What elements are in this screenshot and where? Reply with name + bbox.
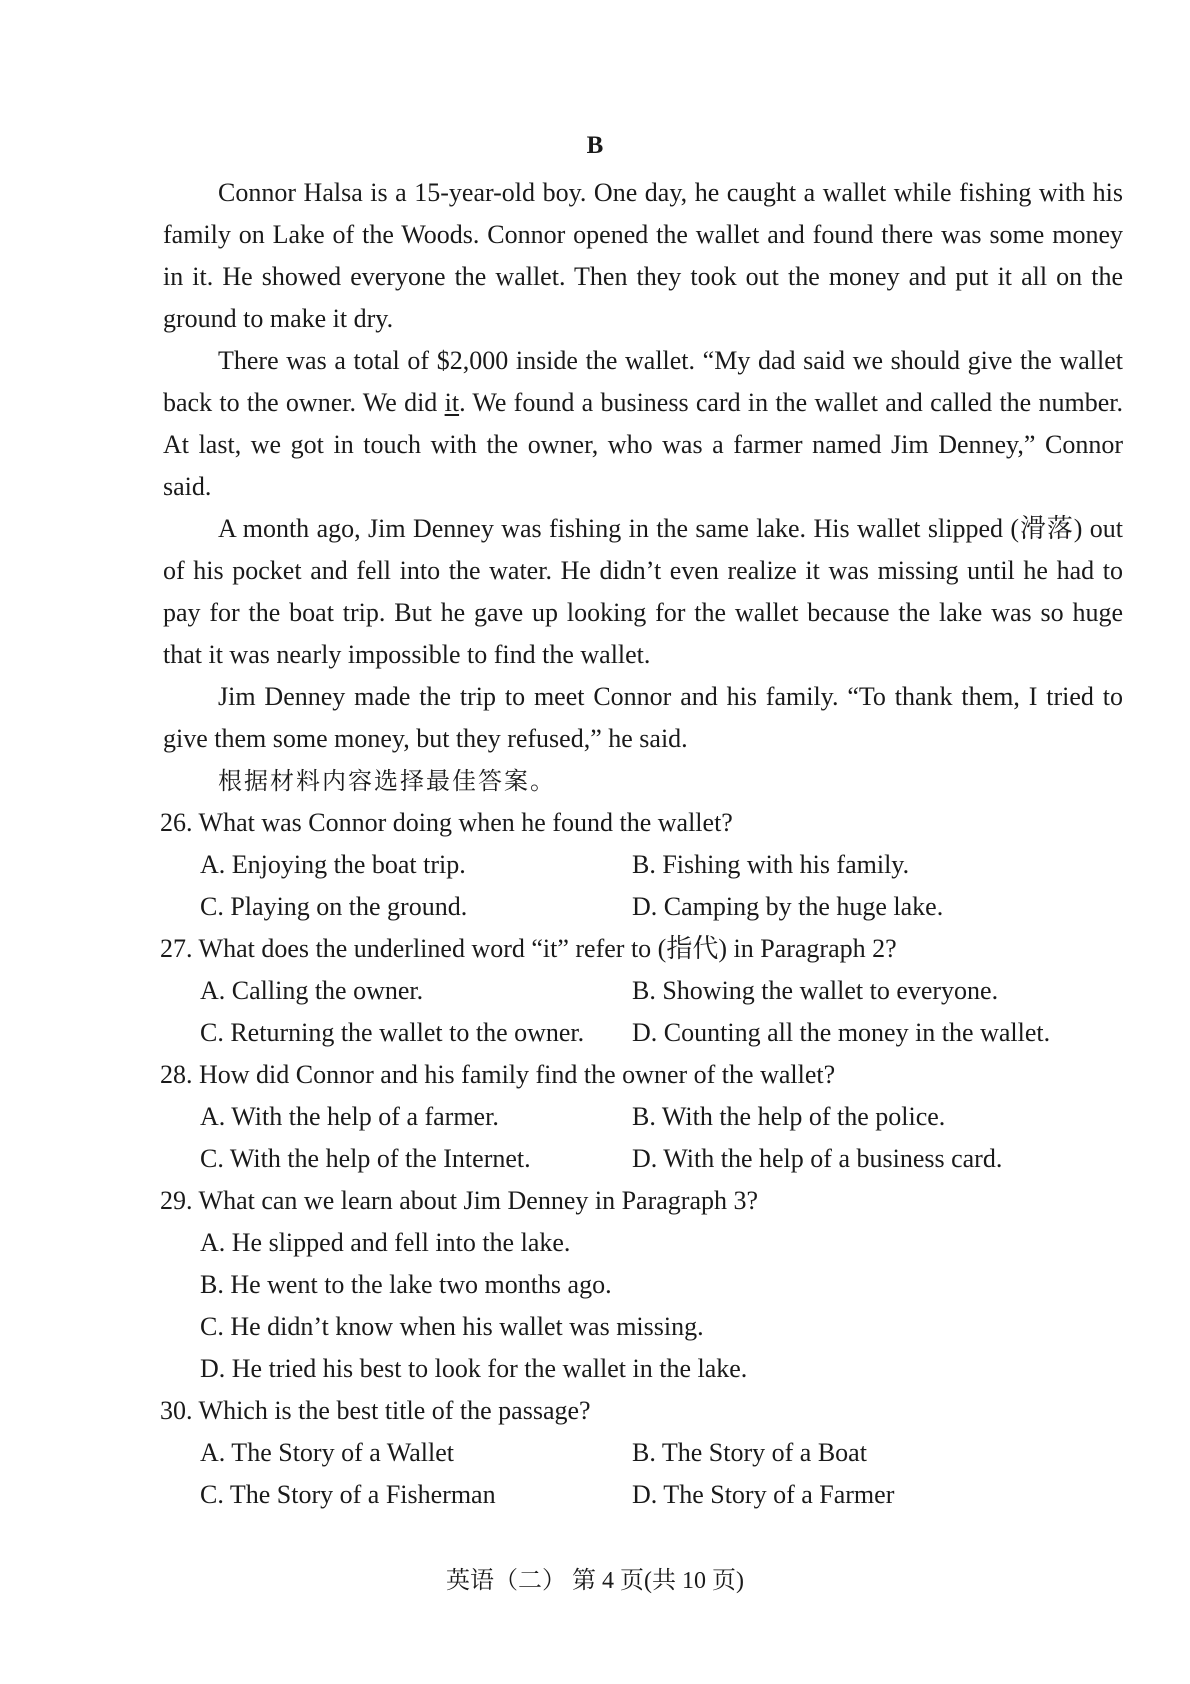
option-c: C. Playing on the ground. [200, 892, 468, 921]
passage-paragraph-1: Connor Halsa is a 15-year-old boy. One day, he caught a wallet while fishing with his family on Lake of the Woods. Connor opened the wallet and found there was some money in it. He showed everyone the wallet. Then they took out the money and put it all on the ground to make it dry. [163, 178, 1123, 333]
option-row [160, 1306, 1120, 1348]
option-row [160, 1222, 1120, 1264]
option-d: D. He tried his best to look for the wallet in the lake. [200, 1354, 748, 1383]
option-row [160, 1348, 1120, 1390]
question-27 [160, 928, 1120, 1054]
question-30 [160, 1390, 1120, 1516]
option-b: B. With the help of the police. [632, 1102, 946, 1131]
question-stem: 26. What was Connor doing when he found the wallet? [160, 808, 733, 837]
page-footer: 英语（二） 第 4 页(共 10 页) [446, 1568, 744, 1594]
option-row [160, 1012, 1120, 1054]
paragraph-2-text-before: There was a total of $2,000 inside the wallet. “My dad said we should give the wallet back to the owner. We did [163, 346, 1123, 417]
option-a: A. He slipped and fell into the lake. [200, 1228, 571, 1257]
option-row [160, 844, 1120, 886]
option-d: D. With the help of a business card. [632, 1144, 1003, 1173]
question-26 [160, 802, 1120, 928]
question-29 [160, 1180, 1120, 1390]
option-b: B. Fishing with his family. [632, 850, 910, 879]
question-stem: 27. What does the underlined word “it” refer to (指代) in Paragraph 2? [160, 934, 897, 963]
option-c: C. He didn’t know when his wallet was missing. [200, 1312, 704, 1341]
question-stem: 29. What can we learn about Jim Denney in Paragraph 3? [160, 1186, 759, 1215]
instruction: 根据材料内容选择最佳答案。 [218, 767, 556, 795]
option-d: D. Camping by the huge lake. [632, 892, 944, 921]
option-a: A. Enjoying the boat trip. [200, 850, 466, 879]
passage-paragraph-4: Jim Denney made the trip to meet Connor and his family. “To thank them, I tried to give them some money, but they refused,” he said. [163, 682, 1123, 753]
passage-paragraph-2 [163, 340, 1123, 508]
question-stem: 28. How did Connor and his family find the owner of the wallet? [160, 1060, 836, 1089]
paragraph-2-text-after: . We found a business card in the wallet and called the number. At last, we got in touch with the owner, who was a farmer named Jim Denney,” Connor said. [163, 388, 1123, 501]
option-c: C. Returning the wallet to the owner. [200, 1018, 585, 1047]
option-a: A. The Story of a Wallet [200, 1438, 455, 1467]
question-stem: 30. Which is the best title of the passage? [160, 1396, 591, 1425]
option-a: A. Calling the owner. [200, 976, 424, 1005]
reading-passage [163, 172, 1123, 760]
option-b: B. The Story of a Boat [632, 1438, 867, 1467]
passage-paragraph-3: A month ago, Jim Denney was fishing in the same lake. His wallet slipped (滑落) out of his pocket and fell into the water. He didn’t even realize it was missing until he had to pay for the boat trip. But he gave up looking for the wallet because the lake was so huge that it was nearly impossible to find the wallet. [163, 514, 1123, 669]
option-row [160, 970, 1120, 1012]
option-c: C. With the help of the Internet. [200, 1144, 531, 1173]
underlined-word-it: it [444, 388, 460, 417]
option-row [160, 886, 1120, 928]
option-b: B. He went to the lake two months ago. [200, 1270, 612, 1299]
option-c: C. The Story of a Fisherman [200, 1480, 496, 1509]
option-b: B. Showing the wallet to everyone. [632, 976, 999, 1005]
question-28 [160, 1054, 1120, 1180]
option-row [160, 1096, 1120, 1138]
option-d: D. Counting all the money in the wallet. [632, 1018, 1051, 1047]
option-a: A. With the help of a farmer. [200, 1102, 499, 1131]
section-title: B [586, 132, 604, 159]
option-row [160, 1138, 1120, 1180]
option-row [160, 1432, 1120, 1474]
option-d: D. The Story of a Farmer [632, 1480, 895, 1509]
option-row [160, 1264, 1120, 1306]
option-row [160, 1474, 1120, 1516]
question-list [160, 802, 1120, 1516]
